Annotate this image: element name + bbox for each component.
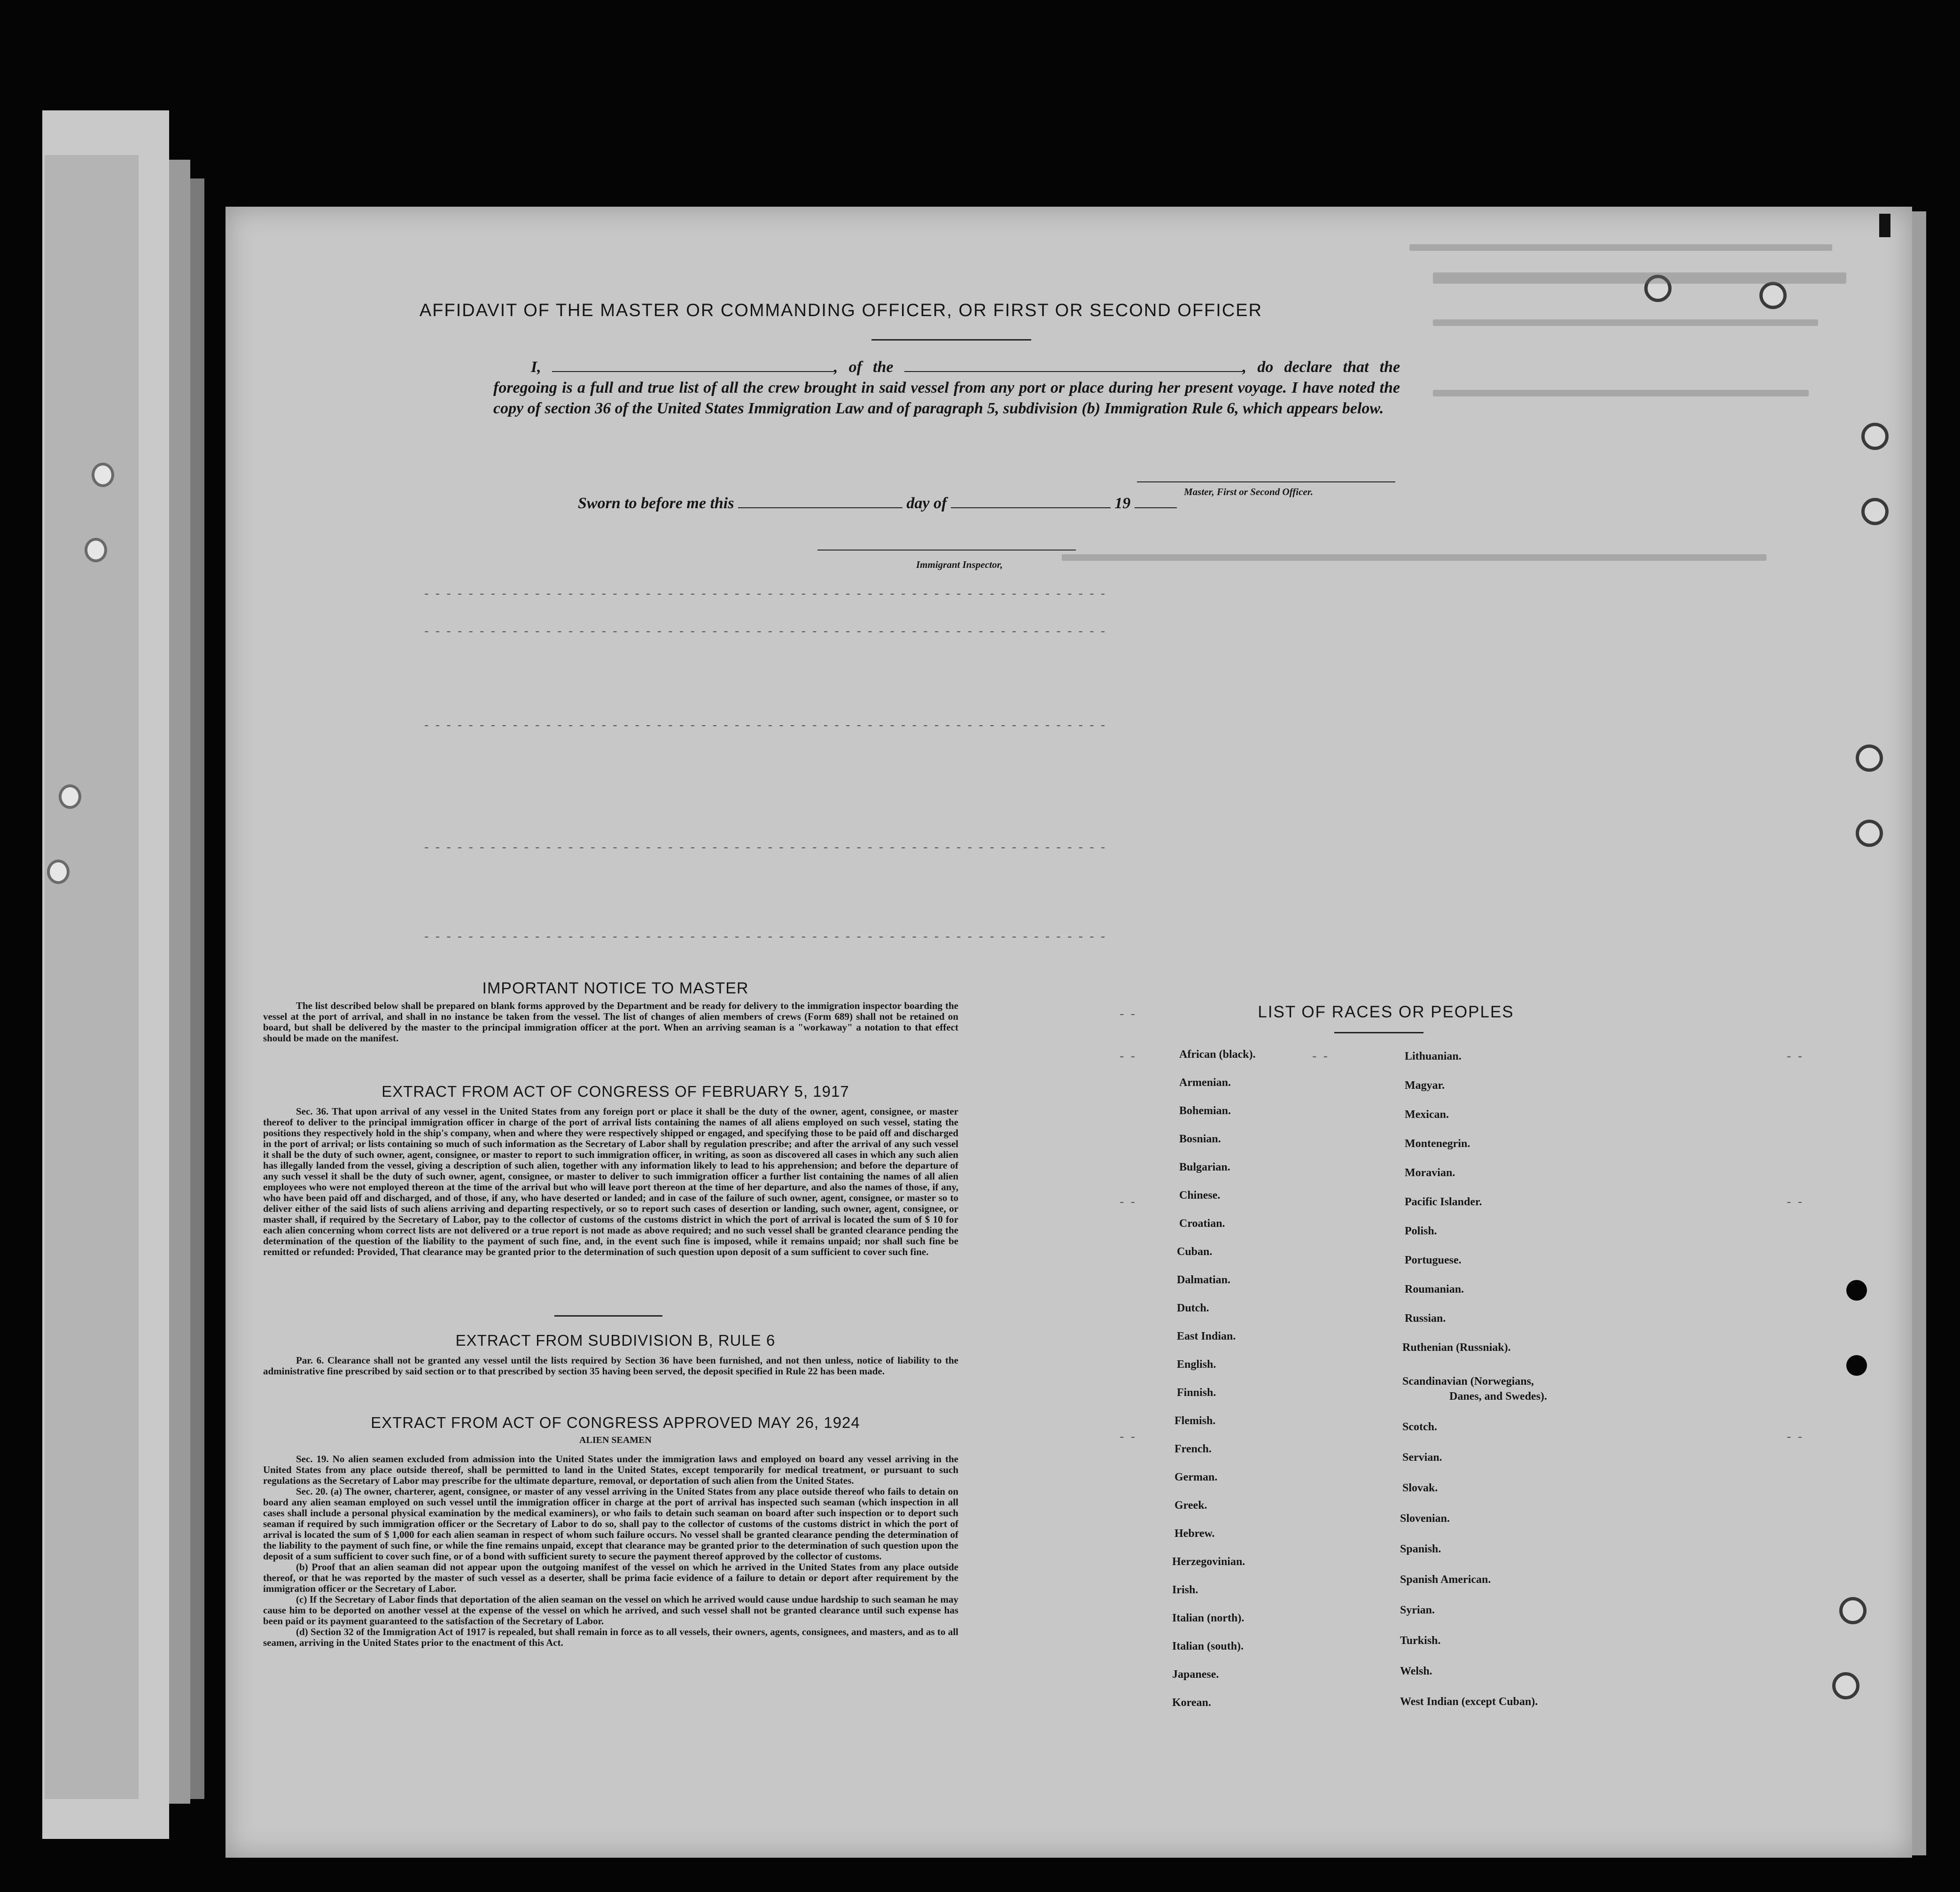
sworn-line [578,493,1177,512]
signature-caption: Master, First or Second Officer. [1184,486,1313,497]
extract-1924-paragraph: (c) If the Secretary of Labor finds that deportation of the alien seaman on the vessel on which he arrived would cause undue hardship to such seaman he may cause him to be deported on another vessel at the expense of the vessel on which he arrived, and such vessel shall not be granted clearance until such expense has been paid or its payment guaranteed to the satisfaction of the Secretary of Labor. [263,1594,958,1627]
extract-1924-paragraph: (b) Proof that an alien seaman did not appear upon the outgoing manifest of the vessel on which he arrived in the United States from any place outside thereof, or that he was reported by the master of such vessel as a deserter, shall be prima facie evidence of a failure to detain or deport after requirement by the immigration officer or the Secretary of Labor. [263,1561,958,1594]
decl-do-declare: , do declare [1242,358,1332,376]
race-item: Italian (south). [1172,1640,1244,1652]
sworn-month-blank[interactable] [951,493,1111,508]
race-item: African (black). [1179,1048,1256,1061]
races-title: LIST OF RACES OR PEOPLES [1258,1003,1514,1021]
race-item: Bosnian. [1179,1133,1221,1145]
decl-i: I, [531,358,541,376]
binder-hole [85,538,107,562]
punch-hole [1856,820,1883,847]
race-item: Montenegrin. [1405,1138,1470,1150]
binder-hole [47,860,70,884]
extract-1917-title: EXTRACT FROM ACT OF CONGRESS OF FEBRUARY 5, 1917 [381,1083,849,1100]
page-spine-shadow [190,178,204,1799]
race-item: Bulgarian. [1179,1161,1230,1173]
race-item: West Indian (except Cuban). [1400,1696,1538,1708]
sworn-day: day of [906,495,947,512]
notice-title: IMPORTANT NOTICE TO MASTER [482,979,749,997]
race-item: Polish. [1405,1225,1437,1237]
races-title-underline [1334,1032,1423,1033]
race-item: Finnish. [1177,1387,1216,1399]
punch-hole [1856,744,1883,772]
extract-rule6-title: EXTRACT FROM SUBDIVISION B, RULE 6 [455,1332,776,1349]
column-dashes: -------------------------------------------------------------- [423,587,1111,601]
punch-hole [1839,1597,1867,1624]
race-item: German. [1174,1471,1218,1483]
extract-1924-paragraph: (d) Section 32 of the Immigration Act of 1917 is repealed, but shall remain in force as to all vessels, their owners, agents, consignees, and masters, and as to all seamen, arriving in the United States prior to the enactment of this Act. [263,1626,958,1648]
race-item: Roumanian. [1405,1283,1464,1295]
race-item: Croatian. [1179,1217,1225,1230]
column-dashes: -- [1118,1050,1141,1064]
punch-hole [1861,498,1889,525]
notice-body [263,1000,958,1044]
decl-rest: that the foregoing is a full and true list of all the crew brought in said vessel from any port or place during her present voyage. I have noted the copy of section 36 of the United States Immigration Law and of paragraph 5, subdivision (b) Immigration Rule 6, which appears below. [493,358,1400,417]
extract-rule6-body [263,1355,958,1377]
race-item: Moravian. [1405,1167,1455,1179]
race-item: Dalmatian. [1177,1274,1230,1286]
race-item: East Indian. [1177,1330,1236,1342]
notice-paragraph: The list described below shall be prepared on blank forms approved by the Department and be ready for delivery to the immigration inspector boarding the vessel at the port of arrival, and shall in no instance be taken from the vessel. The list of changes of alien members of crews (Form 689) shall not be retained on board, but shall be delivered by the master to the principal immigration officer at the port. When an arriving seaman is a "workaway" a notation to that effect should be made on the manifest. [263,1000,958,1044]
background-page-fold [45,155,139,1799]
race-item: Magyar. [1405,1079,1445,1092]
race-item: Portuguese. [1405,1254,1462,1266]
column-dashes: -- [1118,1008,1141,1022]
column-dashes: -------------------------------------------------------------- [423,625,1111,639]
bleed-through [1433,319,1818,326]
affidavit-declaration [493,357,1400,419]
sworn-prefix: Sworn to before me this [578,495,734,512]
punch-hole [1846,1280,1867,1301]
name-blank[interactable] [552,357,834,372]
race-item: Italian (north). [1172,1612,1244,1624]
race-item: Turkish. [1400,1635,1441,1647]
inspector-signature-line[interactable] [817,550,1076,551]
race-item: Pacific Islander. [1405,1196,1482,1208]
binder-hole [92,463,114,487]
race-item: Ruthenian (Russniak). [1402,1341,1511,1354]
race-item: Korean. [1172,1697,1211,1709]
race-item: Spanish American. [1400,1574,1491,1586]
race-item: Spanish. [1400,1543,1441,1555]
extract-rule6-paragraph: Par. 6. Clearance shall not be granted any vessel until the lists required by Section 36 have been furnished, and not then unless, notice of liability to the administrative fine prescribed by said section or to that prescribed by section 35 having been served, the deposit specified in Rule 22 has been made. [263,1355,958,1377]
race-item: Scotch. [1402,1421,1437,1433]
binder-hole [59,784,81,809]
race-item: Irish. [1172,1584,1198,1596]
title-underline [871,339,1031,341]
race-item: Russian. [1405,1312,1446,1325]
race-item: Cuban. [1177,1246,1213,1258]
column-dashes: -- [1785,1430,1808,1444]
race-item: Servian. [1402,1451,1442,1464]
column-dashes: -- [1311,1050,1333,1064]
race-item: Scandinavian (Norwegians, [1402,1375,1534,1388]
inspector-caption: Immigrant Inspector, [916,559,1003,570]
extract-1917-paragraph: Sec. 36. That upon arrival of any vessel in the United States from any foreign port or place it shall be the duty of the owner, agent, consignee, or master thereof to deliver to the principal immigration officer in charge of the port of arrival lists containing the names of all aliens employed on such vessel, stating the positions they respectively hold in the ship's company, when and where they were respectively shipped or engaged, and specifying those to be paid off and discharged in the port of arrival; or lists containing so much of such information as the Secretary of Labor shall by regulation prescribe; and after the arrival of any such vessel it shall be the duty of such owner, agent, consignee, or master to report to such immigration officer, in writing, as soon as discovered all cases in which any such alien has illegally landed from the vessel, giving a description of such alien, together with any information likely to lead to his apprehension; and before the departure of any such vessel it shall be the duty of such owner, agent, consignee, or master to deliver to such immigration officer a further list containing the names of all alien employees who were not employed thereon at the time of the arrival but who will leave port thereon at the time of her departure, and also the names of those, if any, who have been paid off and discharged, and of those, if any, who have deserted or landed; and in case of the failure of such owner, agent, consignee, or master so to deliver either of the said lists of such aliens arriving and departing respectively, or so to report such cases of desertion or landing, such owner, agent, consignee, or master shall, if required by the Secretary of Labor, pay to the collector of customs of the customs district in which the port of arrival is located the sum of $ 10 for each alien concerning whom correct lists are not delivered or a true report is not made as above required; and no such vessel shall be granted clearance pending the determination of the question of the liability to the payment of such fine, and, in the event such fine is imposed, while it remains unpaid; nor shall such fine be remitted or refunded: Provided, That clearance may be granted prior to the determination of such question upon deposit of a sum sufficient to cover such fine. [263,1106,958,1257]
section-rule [554,1315,662,1317]
race-item: Mexican. [1405,1109,1449,1121]
race-item: Japanese. [1172,1668,1219,1681]
bleed-through [1062,554,1766,561]
sworn-date-blank[interactable] [738,493,902,508]
bleed-through [1433,390,1809,396]
column-dashes: -- [1118,1195,1141,1210]
race-item: Chinese. [1179,1189,1221,1202]
vessel-blank[interactable] [904,357,1243,372]
column-dashes: -- [1785,1050,1808,1064]
extract-1917-body [263,1106,958,1257]
affidavit-title: AFFIDAVIT OF THE MASTER OR COMMANDING OFFICER, OR FIRST OR SECOND OFFICER [419,301,1263,320]
race-item: Greek. [1174,1499,1207,1512]
column-dashes: -- [1118,1430,1141,1444]
column-dashes: -- [1785,1195,1808,1210]
decl-of-the: , of the [833,358,894,376]
race-item: Hebrew. [1174,1528,1215,1540]
sworn-year: 19 [1114,495,1131,512]
race-item: Slovenian. [1400,1512,1450,1525]
race-item: Dutch. [1177,1302,1209,1314]
sworn-year-blank[interactable] [1135,493,1177,508]
race-item: Armenian. [1179,1077,1231,1089]
extract-1924-title: EXTRACT FROM ACT OF CONGRESS APPROVED MAY 26, 1924 [371,1414,860,1431]
extract-1924-paragraph: Sec. 19. No alien seamen excluded from admission into the United States under the immigration laws and employed on board any vessel arriving in the United States from any place outside thereof, shall be permitted to land in the United States, except temporarily for medical treatment, or pursuant to such regulations as the Secretary of Labor may prescribe for the ultimate departure, removal, or deportation of such alien from the United States. [263,1453,958,1486]
extract-1924-subtitle: ALIEN SEAMEN [579,1435,652,1445]
race-item: Bohemian. [1179,1105,1231,1117]
race-item: Herzegovinian. [1172,1556,1245,1568]
bleed-through [1409,244,1832,251]
corner-mark [1879,214,1890,237]
signature-line[interactable] [1137,481,1395,482]
race-item: Lithuanian. [1405,1050,1462,1062]
bleed-through [1433,272,1846,284]
extract-1924-paragraph: Sec. 20. (a) The owner, charterer, agent, consignee, or master of any vessel arriving in the United States from any place outside thereof who fails to detain on board any alien seaman employed on such vessel until the immigration officer in charge at the port of arrival has inspected such seaman (which inspection in all cases shall include a personal physical examination by the medical examiners), or who fails to detain such seaman on board after such inspection or to deport such seaman if required by such immigration officer or the Secretary of Labor to do so, shall pay to the collector of customs of the customs district in which the port of arrival is located the sum of $ 1,000 for each alien seaman in respect of whom such failure occurs. No vessel shall be granted clearance pending the determination of the liability to the payment of such fine, or while the fine remains unpaid, except that clearance may be granted prior to the determination of such question upon the deposit of a sum sufficient to cover such fine, or of a bond with sufficient surety to secure the payment thereof approved by the collector of customs. [263,1486,958,1562]
punch-hole [1832,1672,1859,1699]
extract-1924-body [263,1454,958,1648]
column-dashes: -------------------------------------------------------------- [423,841,1111,855]
punch-hole [1759,282,1787,309]
column-dashes: -------------------------------------------------------------- [423,930,1111,944]
race-item: Flemish. [1174,1415,1216,1427]
page-spine [169,160,190,1804]
column-dashes: -------------------------------------------------------------- [423,719,1111,733]
race-item: Syrian. [1400,1604,1435,1616]
punch-hole [1846,1355,1867,1376]
race-item: Slovak. [1402,1482,1438,1494]
punch-hole [1861,423,1889,450]
race-item: Danes, and Swedes). [1449,1390,1548,1403]
race-item: Welsh. [1400,1665,1432,1677]
race-item: French. [1174,1443,1212,1455]
race-item: English. [1177,1358,1216,1371]
